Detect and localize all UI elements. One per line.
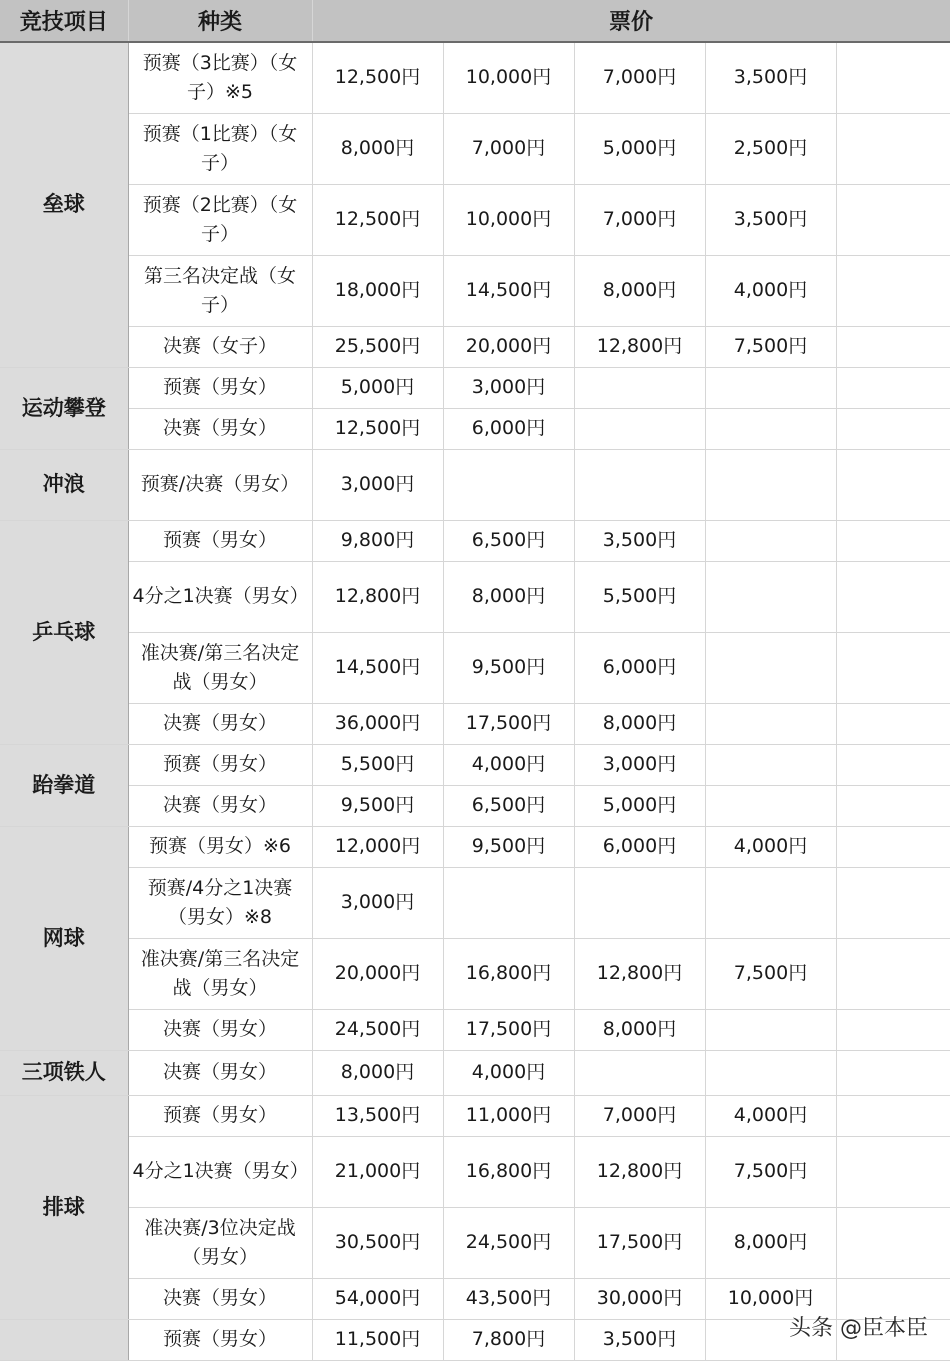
price-cell: 12,500円 [312, 408, 443, 449]
kind-cell: 决赛（男女） [128, 408, 312, 449]
price-cell: 3,000円 [312, 867, 443, 938]
price-cell [574, 408, 705, 449]
price-cell [836, 1136, 950, 1207]
price-cell: 4,000円 [443, 1050, 574, 1095]
price-cell: 8,000円 [312, 113, 443, 184]
kind-cell: 预赛（男女）※6 [128, 826, 312, 867]
table-row [0, 744, 950, 785]
sport-cell: 排球 [0, 1095, 128, 1319]
price-cell [836, 326, 950, 367]
price-cell: 5,000円 [312, 367, 443, 408]
kind-cell: 预赛（1比赛）（女子） [128, 113, 312, 184]
price-cell [836, 184, 950, 255]
kind-cell: 决赛（男女） [128, 1278, 312, 1319]
price-cell: 16,800円 [443, 938, 574, 1009]
sport-cell: 冲浪 [0, 449, 128, 520]
price-cell [836, 1095, 950, 1136]
price-cell: 3,500円 [574, 1319, 705, 1360]
price-cell: 25,500円 [312, 326, 443, 367]
kind-cell: 第三名决定战（女子） [128, 255, 312, 326]
price-cell [705, 867, 836, 938]
kind-cell: 准决赛/第三名决定战（男女） [128, 938, 312, 1009]
price-cell [705, 449, 836, 520]
price-cell: 7,000円 [574, 42, 705, 113]
price-cell: 8,000円 [574, 255, 705, 326]
kind-cell: 预赛/4分之1决赛（男女）※8 [128, 867, 312, 938]
sport-cell: 三项铁人 [0, 1050, 128, 1095]
kind-cell: 预赛（男女） [128, 1095, 312, 1136]
price-cell: 9,500円 [443, 826, 574, 867]
kind-cell: 决赛（男女） [128, 703, 312, 744]
table-row [0, 1095, 950, 1136]
price-cell [574, 367, 705, 408]
kind-cell: 决赛（男女） [128, 785, 312, 826]
price-cell: 11,500円 [312, 1319, 443, 1360]
price-cell: 17,500円 [443, 703, 574, 744]
price-cell [574, 1050, 705, 1095]
kind-cell: 准决赛/第三名决定战（男女） [128, 632, 312, 703]
price-cell: 3,000円 [574, 744, 705, 785]
price-cell: 8,000円 [705, 1207, 836, 1278]
kind-cell: 预赛（男女） [128, 367, 312, 408]
price-cell: 7,000円 [443, 113, 574, 184]
table-row [0, 184, 950, 255]
price-cell: 12,800円 [574, 326, 705, 367]
header-kind: 种类 [128, 0, 312, 42]
price-cell: 3,000円 [312, 449, 443, 520]
kind-cell: 4分之1决赛（男女） [128, 561, 312, 632]
price-cell: 4,000円 [443, 744, 574, 785]
price-cell: 12,800円 [574, 1136, 705, 1207]
price-cell [836, 255, 950, 326]
price-cell [836, 367, 950, 408]
table-row [0, 520, 950, 561]
price-cell [836, 785, 950, 826]
price-cell: 11,000円 [443, 1095, 574, 1136]
sport-cell: 垒球 [0, 42, 128, 367]
table-body [0, 42, 950, 1360]
table-row [0, 367, 950, 408]
price-cell: 7,800円 [443, 1319, 574, 1360]
price-cell: 7,500円 [705, 938, 836, 1009]
table-row [0, 449, 950, 520]
price-cell [705, 1050, 836, 1095]
table-row [0, 326, 950, 367]
price-cell: 6,500円 [443, 520, 574, 561]
price-cell: 24,500円 [443, 1207, 574, 1278]
table-row [0, 113, 950, 184]
price-cell: 13,500円 [312, 1095, 443, 1136]
price-cell: 12,500円 [312, 42, 443, 113]
table-row [0, 1136, 950, 1207]
table-row [0, 255, 950, 326]
price-cell [443, 449, 574, 520]
table-row [0, 785, 950, 826]
price-cell [443, 867, 574, 938]
watermark: 头条 @臣本臣 [789, 1316, 928, 1341]
price-cell [836, 1207, 950, 1278]
price-cell: 2,500円 [705, 113, 836, 184]
kind-cell: 预赛（男女） [128, 1319, 312, 1360]
header-sport: 竞技项目 [0, 0, 128, 42]
kind-cell: 4分之1决赛（男女） [128, 1136, 312, 1207]
price-cell: 20,000円 [443, 326, 574, 367]
price-cell [836, 632, 950, 703]
price-cell [705, 367, 836, 408]
price-cell [574, 867, 705, 938]
price-cell: 10,000円 [443, 184, 574, 255]
price-cell: 8,000円 [574, 1009, 705, 1050]
price-cell: 3,500円 [705, 184, 836, 255]
price-cell: 9,500円 [443, 632, 574, 703]
price-cell: 21,000円 [312, 1136, 443, 1207]
price-cell: 5,000円 [574, 785, 705, 826]
price-cell: 14,500円 [312, 632, 443, 703]
price-cell: 8,000円 [443, 561, 574, 632]
price-cell: 30,000円 [574, 1278, 705, 1319]
table-row [0, 561, 950, 632]
header-price: 票价 [312, 0, 950, 42]
price-cell [836, 520, 950, 561]
table-row [0, 1207, 950, 1278]
table-row [0, 632, 950, 703]
table-row [0, 1050, 950, 1095]
price-cell [705, 785, 836, 826]
price-cell: 9,500円 [312, 785, 443, 826]
table-row [0, 703, 950, 744]
sport-cell [0, 1319, 128, 1360]
price-cell [705, 1009, 836, 1050]
price-cell: 6,000円 [574, 826, 705, 867]
kind-cell: 预赛（3比赛）（女子）※5 [128, 42, 312, 113]
price-cell: 4,000円 [705, 255, 836, 326]
price-cell [705, 632, 836, 703]
table-row [0, 408, 950, 449]
price-cell [836, 449, 950, 520]
price-cell: 4,000円 [705, 1095, 836, 1136]
price-cell: 14,500円 [443, 255, 574, 326]
price-cell: 3,000円 [443, 367, 574, 408]
price-cell [836, 113, 950, 184]
price-cell [836, 867, 950, 938]
price-cell [836, 561, 950, 632]
price-cell: 5,500円 [312, 744, 443, 785]
price-cell: 17,500円 [574, 1207, 705, 1278]
price-cell: 6,500円 [443, 785, 574, 826]
price-cell [705, 703, 836, 744]
price-cell [705, 408, 836, 449]
sport-cell: 乒乓球 [0, 520, 128, 744]
price-cell: 3,500円 [574, 520, 705, 561]
price-cell: 24,500円 [312, 1009, 443, 1050]
price-cell: 7,000円 [574, 184, 705, 255]
price-cell [705, 520, 836, 561]
price-cell [836, 1050, 950, 1095]
sport-cell: 跆拳道 [0, 744, 128, 826]
price-cell: 8,000円 [574, 703, 705, 744]
price-cell [705, 744, 836, 785]
table-row [0, 826, 950, 867]
price-cell: 12,800円 [312, 561, 443, 632]
kind-cell: 预赛（2比赛）（女子） [128, 184, 312, 255]
sport-cell: 网球 [0, 826, 128, 1050]
kind-cell: 决赛（男女） [128, 1009, 312, 1050]
price-cell: 9,800円 [312, 520, 443, 561]
header-row [0, 0, 950, 42]
price-cell [574, 449, 705, 520]
price-cell: 54,000円 [312, 1278, 443, 1319]
price-cell [836, 703, 950, 744]
price-cell: 10,000円 [705, 1278, 836, 1319]
kind-cell: 决赛（男女） [128, 1050, 312, 1095]
price-cell [836, 408, 950, 449]
price-cell: 43,500円 [443, 1278, 574, 1319]
price-cell: 8,000円 [312, 1050, 443, 1095]
sport-cell: 运动攀登 [0, 367, 128, 449]
price-cell: 7,500円 [705, 326, 836, 367]
kind-cell: 预赛（男女） [128, 744, 312, 785]
price-cell: 12,500円 [312, 184, 443, 255]
price-cell: 10,000円 [443, 42, 574, 113]
price-cell [836, 1009, 950, 1050]
price-cell: 36,000円 [312, 703, 443, 744]
price-cell [836, 42, 950, 113]
price-cell: 3,500円 [705, 42, 836, 113]
kind-cell: 决赛（女子） [128, 326, 312, 367]
price-cell [705, 561, 836, 632]
price-cell: 7,000円 [574, 1095, 705, 1136]
price-cell: 12,800円 [574, 938, 705, 1009]
price-cell: 16,800円 [443, 1136, 574, 1207]
price-cell [836, 938, 950, 1009]
kind-cell: 预赛（男女） [128, 520, 312, 561]
kind-cell: 准决赛/3位决定战（男女） [128, 1207, 312, 1278]
kind-cell: 预赛/决赛（男女） [128, 449, 312, 520]
price-cell [836, 744, 950, 785]
price-cell: 18,000円 [312, 255, 443, 326]
price-cell [836, 826, 950, 867]
price-cell: 30,500円 [312, 1207, 443, 1278]
table-row [0, 42, 950, 113]
table-row [0, 1009, 950, 1050]
price-cell: 6,000円 [443, 408, 574, 449]
price-cell: 20,000円 [312, 938, 443, 1009]
price-cell: 5,500円 [574, 561, 705, 632]
table-row [0, 938, 950, 1009]
price-cell: 7,500円 [705, 1136, 836, 1207]
price-cell: 5,000円 [574, 113, 705, 184]
price-cell: 4,000円 [705, 826, 836, 867]
price-cell: 6,000円 [574, 632, 705, 703]
price-cell: 12,000円 [312, 826, 443, 867]
table-row [0, 867, 950, 938]
price-cell: 17,500円 [443, 1009, 574, 1050]
